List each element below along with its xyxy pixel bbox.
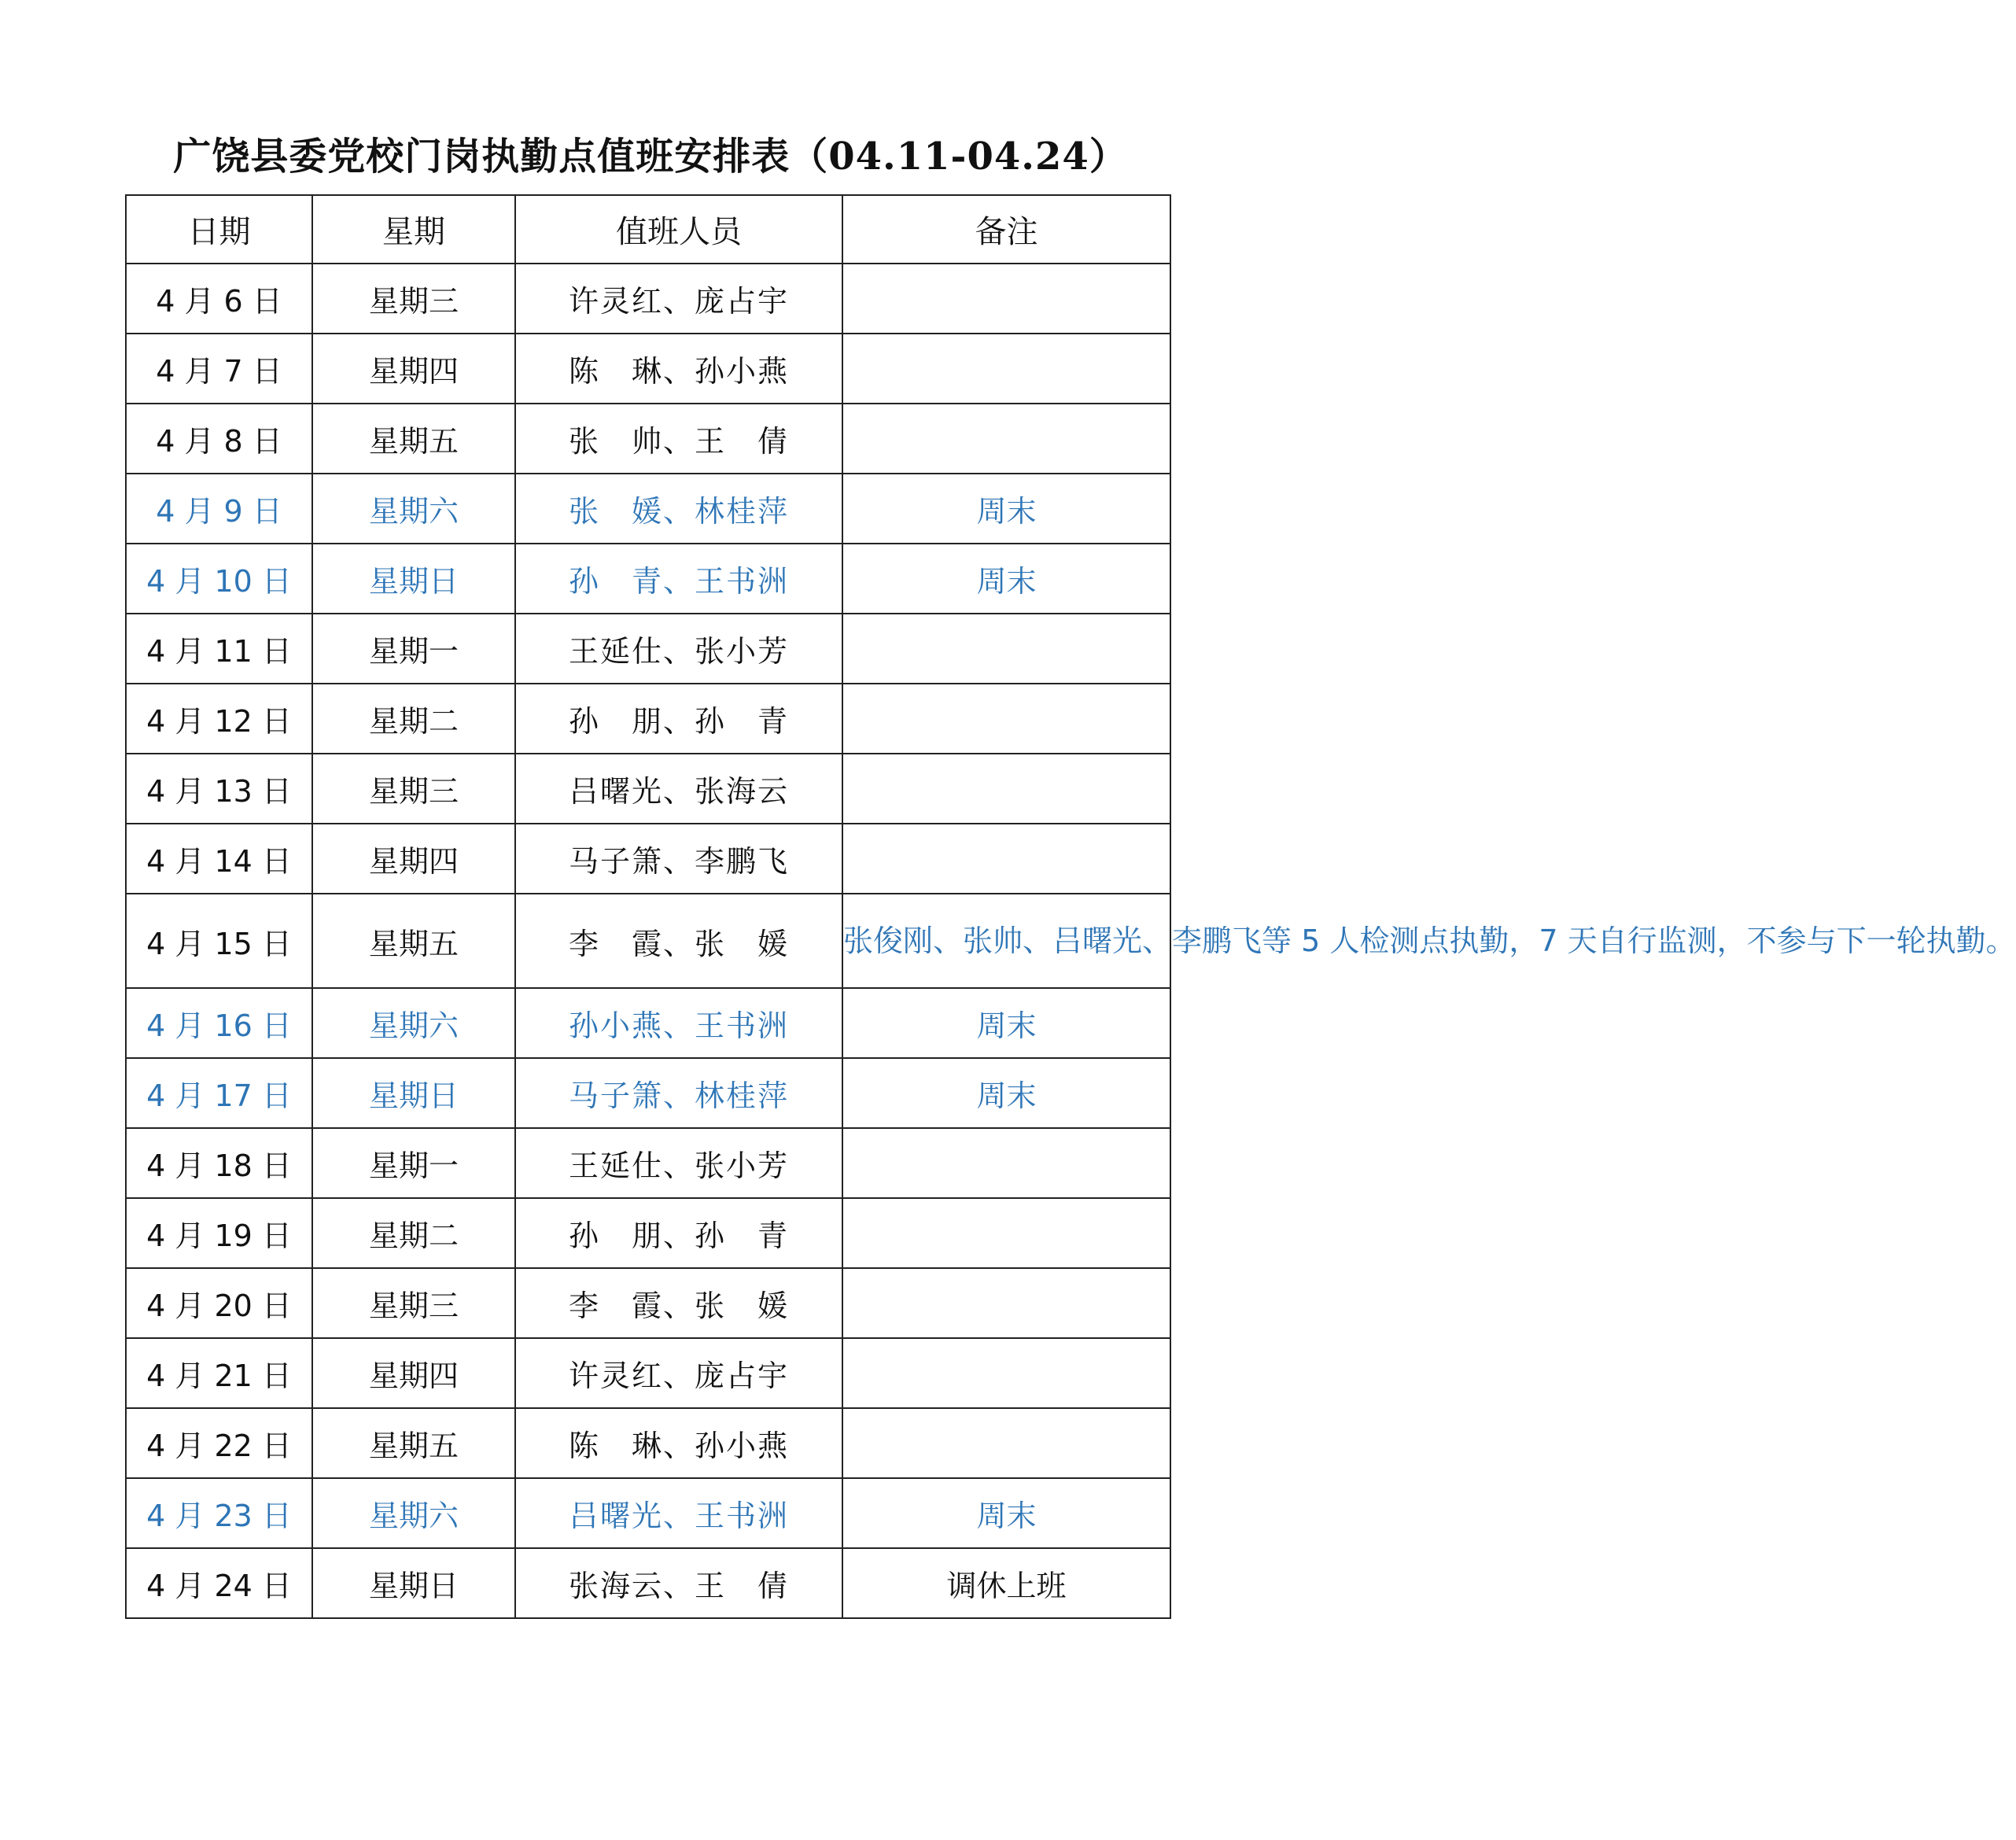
weekday-cell: 星期六 [312,1478,515,1548]
staff-cell: 王延仕、张小芳 [515,614,842,684]
date-cell: 4 月 22 日 [126,1408,312,1478]
weekday-cell: 星期六 [312,474,515,544]
table-row-weekend [126,544,1170,614]
staff-cell: 孙 朋、孙 青 [515,684,842,754]
date-cell: 4 月 11 日 [126,614,312,684]
table-row [126,684,1170,754]
staff-cell: 李 霞、张 媛 [515,894,842,988]
weekday-cell: 星期三 [312,754,515,824]
table-row [126,264,1170,334]
weekday-cell: 星期五 [312,1408,515,1478]
header-date: 日期 [126,195,312,264]
weekday-cell: 星期四 [312,334,515,404]
staff-cell: 陈 琳、孙小燕 [515,1408,842,1478]
table-row-weekend [126,1058,1170,1128]
date-cell: 4 月 18 日 [126,1128,312,1198]
table-row [126,1268,1170,1338]
table-row [126,1408,1170,1478]
date-cell: 4 月 15 日 [126,894,312,988]
table-row [126,754,1170,824]
staff-cell: 许灵红、庞占宇 [515,1338,842,1408]
note-cell: 周末 [842,1478,1170,1548]
note-cell: 周末 [842,474,1170,544]
note-cell [842,1268,1170,1338]
table-row [126,1198,1170,1268]
staff-cell: 陈 琳、孙小燕 [515,334,842,404]
date-cell: 4 月 12 日 [126,684,312,754]
staff-cell: 王延仕、张小芳 [515,1128,842,1198]
note-cell [842,824,1170,894]
table-row [126,614,1170,684]
date-cell: 4 月 9 日 [126,474,312,544]
date-cell: 4 月 6 日 [126,264,312,334]
note-cell [842,1128,1170,1198]
weekday-cell: 星期二 [312,1198,515,1268]
table-row [126,824,1170,894]
date-cell: 4 月 24 日 [126,1548,312,1618]
header-staff: 值班人员 [515,195,842,264]
weekday-cell: 星期日 [312,1548,515,1618]
weekday-cell: 星期日 [312,544,515,614]
note-cell [842,754,1170,824]
weekday-cell: 星期四 [312,1338,515,1408]
date-cell: 4 月 16 日 [126,988,312,1058]
note-cell [842,1198,1170,1268]
staff-cell: 张 媛、林桂萍 [515,474,842,544]
staff-cell: 吕曙光、张海云 [515,754,842,824]
note-cell [842,684,1170,754]
staff-cell: 张海云、王 倩 [515,1548,842,1618]
table-row [126,404,1170,474]
date-cell: 4 月 8 日 [126,404,312,474]
table-header-row [126,195,1170,264]
weekday-cell: 星期一 [312,614,515,684]
staff-cell: 马子箫、林桂萍 [515,1058,842,1128]
note-cell: 周末 [842,1058,1170,1128]
note-cell [842,334,1170,404]
weekday-cell: 星期五 [312,894,515,988]
header-note: 备注 [842,195,1170,264]
table-row [126,1128,1170,1198]
note-cell: 周末 [842,544,1170,614]
table-row [126,334,1170,404]
date-cell: 4 月 14 日 [126,824,312,894]
table-row-weekend [126,1478,1170,1548]
duty-schedule-table [125,194,2016,1619]
weekday-cell: 星期六 [312,988,515,1058]
page-title: 广饶县委党校门岗执勤点值班安排表（04.11-04.24） [173,135,1128,179]
staff-cell: 马子箫、李鹏飞 [515,824,842,894]
note-cell [842,404,1170,474]
weekday-cell: 星期日 [312,1058,515,1128]
date-cell: 4 月 20 日 [126,1268,312,1338]
staff-cell: 许灵红、庞占宇 [515,264,842,334]
note-cell: 周末 [842,988,1170,1058]
date-cell: 4 月 19 日 [126,1198,312,1268]
note-cell: 调休上班 [842,1548,1170,1618]
weekday-cell: 星期二 [312,684,515,754]
weekday-cell: 星期三 [312,264,515,334]
table-row [126,894,1170,988]
date-cell: 4 月 21 日 [126,1338,312,1408]
staff-cell: 孙 青、王书洲 [515,544,842,614]
staff-cell: 张 帅、王 倩 [515,404,842,474]
table-row [126,1548,1170,1618]
weekday-cell: 星期四 [312,824,515,894]
table-row-weekend [126,988,1170,1058]
weekday-cell: 星期五 [312,404,515,474]
weekday-cell: 星期一 [312,1128,515,1198]
date-cell: 4 月 7 日 [126,334,312,404]
staff-cell: 李 霞、张 媛 [515,1268,842,1338]
staff-cell: 孙小燕、王书洲 [515,988,842,1058]
header-weekday: 星期 [312,195,515,264]
table-row-weekend [126,474,1170,544]
date-cell: 4 月 17 日 [126,1058,312,1128]
note-cell-detail: 张俊刚、张帅、吕曙光、李鹏飞等 5 人检测点执勤，7 天自行监测，不参与下一轮执勤。 [842,894,1170,988]
staff-cell: 吕曙光、王书洲 [515,1478,842,1548]
date-cell: 4 月 13 日 [126,754,312,824]
staff-cell: 孙 朋、孙 青 [515,1198,842,1268]
weekday-cell: 星期三 [312,1268,515,1338]
note-cell [842,1408,1170,1478]
note-cell [842,264,1170,334]
note-cell [842,1338,1170,1408]
date-cell: 4 月 23 日 [126,1478,312,1548]
table-row [126,1338,1170,1408]
note-cell [842,614,1170,684]
date-cell: 4 月 10 日 [126,544,312,614]
